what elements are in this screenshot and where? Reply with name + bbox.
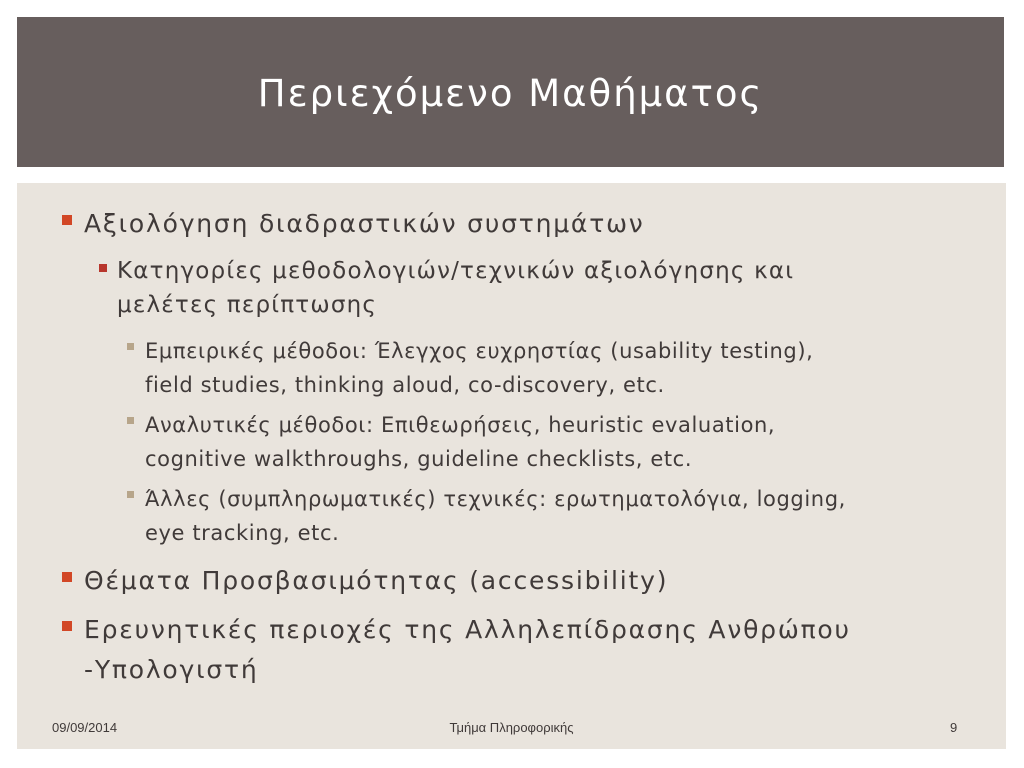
bullet-text: Αξιολόγηση διαδραστικών συστημάτων — [84, 209, 645, 238]
bullet-level3-analytical — [127, 408, 775, 476]
title-bar — [17, 17, 1004, 167]
bullet-level1-accessibility — [62, 561, 668, 601]
bullet-text: field studies, thinking aloud, co-discovery, etc. — [145, 373, 665, 397]
bullet-text: Θέματα Προσβασιμότητας (accessibility) — [84, 566, 669, 595]
bullet-text: Ερευνητικές περιοχές της Αλληλεπίδρασης Ανθρώπου — [84, 615, 851, 644]
square-bullet-icon — [127, 491, 134, 498]
square-bullet-icon — [99, 264, 107, 272]
bullet-text: μελέτες περίπτωσης — [117, 292, 378, 318]
square-bullet-icon — [62, 572, 72, 582]
bullet-text: Εμπειρικές μέθοδοι: Έλεγχος ευχρηστίας (usability testing), — [145, 339, 814, 363]
square-bullet-icon — [127, 417, 134, 424]
content-panel — [17, 183, 1006, 749]
bullet-level1-research — [62, 610, 851, 690]
slide-title: Περιεχόμενο Μαθήματος — [257, 71, 764, 115]
bullet-level2-categories — [99, 254, 794, 322]
footer-department: Τμήμα Πληροφορικής — [449, 720, 574, 735]
footer-date: 09/09/2014 — [52, 720, 118, 735]
bullet-text: cognitive walkthroughs, guideline checklists, etc. — [145, 447, 693, 471]
bullet-text: Αναλυτικές μέθοδοι: Επιθεωρήσεις, heuristic evaluation, — [145, 413, 776, 437]
bullet-level3-other — [127, 482, 846, 550]
bullet-text: Κατηγορίες μεθοδολογιών/τεχνικών αξιολόγησης και — [117, 258, 795, 284]
bullet-text: Άλλες (συμπληρωματικές) τεχνικές: ερωτηματολόγια, logging, — [145, 487, 846, 511]
square-bullet-icon — [62, 215, 72, 225]
slide-number: 9 — [950, 720, 958, 735]
bullet-level3-empirical — [127, 334, 813, 402]
bullet-text: -Υπολογιστή — [84, 655, 259, 684]
bullet-text: eye tracking, etc. — [145, 521, 340, 545]
square-bullet-icon — [62, 621, 72, 631]
square-bullet-icon — [127, 343, 134, 350]
bullet-level1-evaluation — [62, 204, 645, 244]
